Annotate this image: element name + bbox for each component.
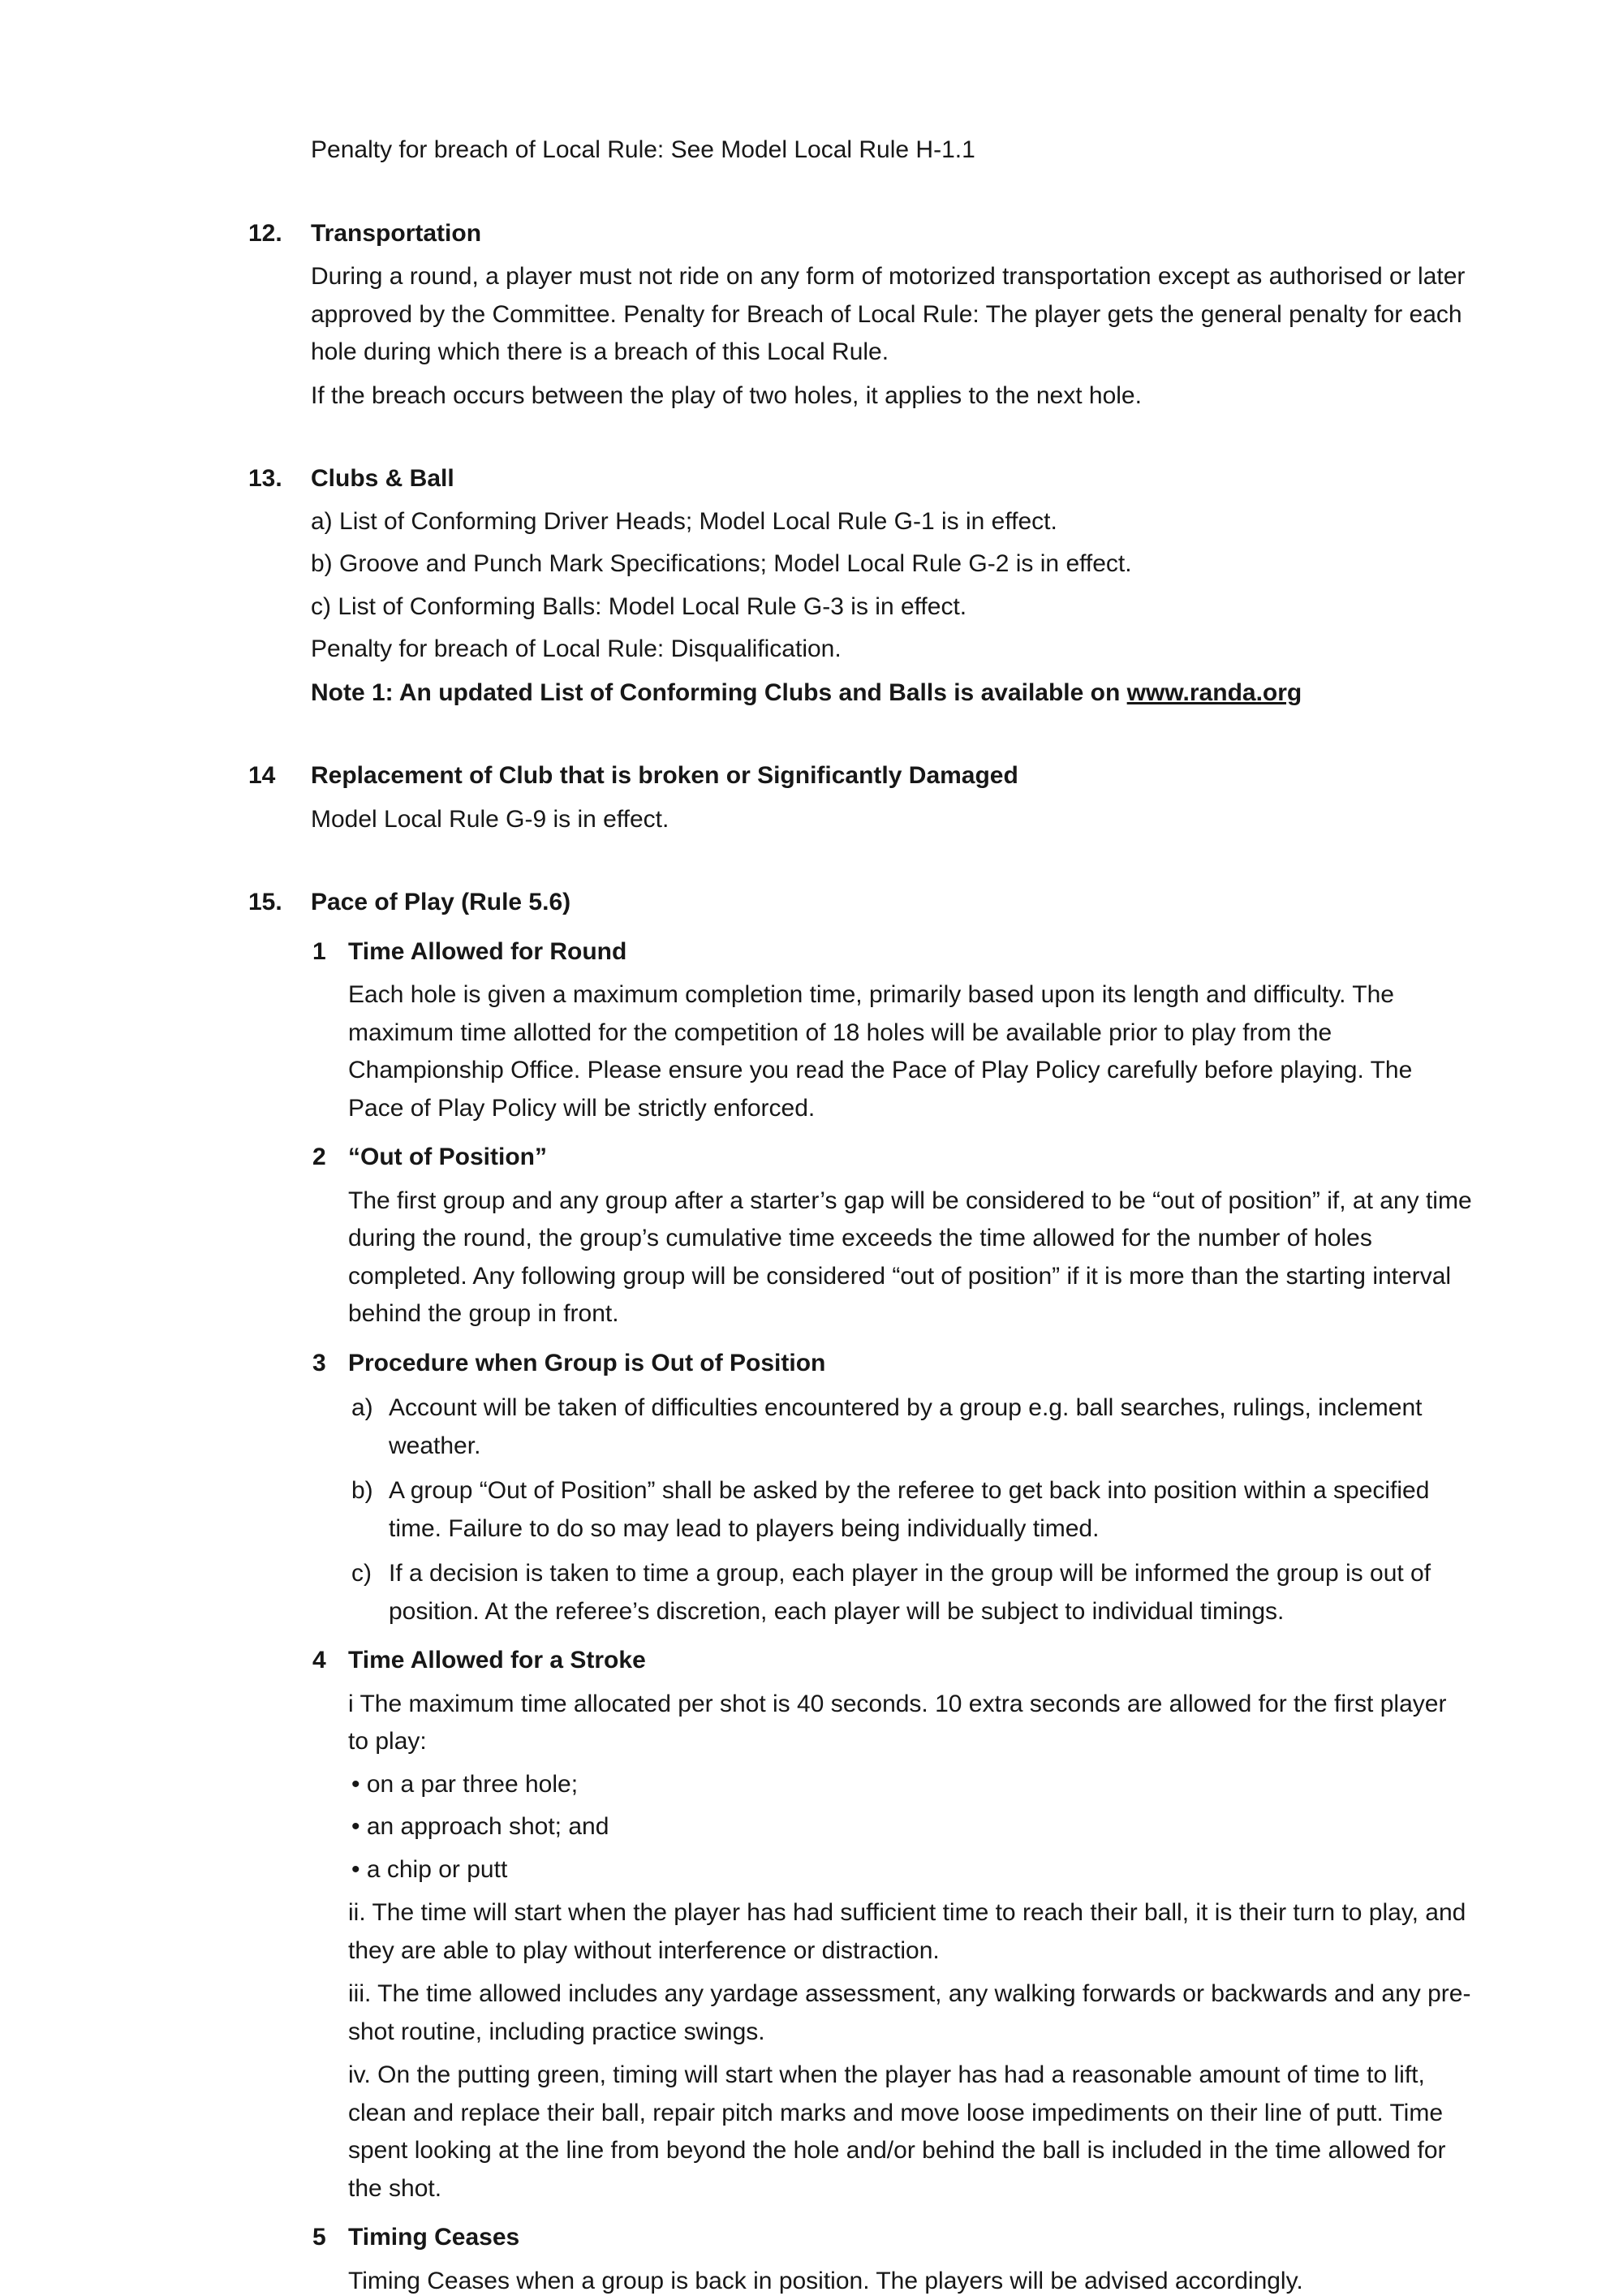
section-number: 15.: [248, 889, 282, 915]
note-line: [311, 674, 1472, 713]
note-text: Note 1: An updated List of Conforming Clubs and Balls is available on: [311, 678, 1127, 706]
section-number: 12.: [248, 219, 282, 247]
paragraph: Model Local Rule G-9 is in effect.: [311, 805, 669, 833]
paragraph: The first group and any group after a starter’s gap will be considered to be “out of position” if, at any time during the round, the group’s cumulative time exceeds the time allowed for the number of holes completed. Any following group will be considered “out of position” if it is more than the starting interval behind the group in front.: [348, 1187, 1472, 1327]
list-item: a) List of Conforming Driver Heads; Model Local Rule G-1 is in effect.: [311, 507, 1057, 535]
lettered-item-text: A group “Out of Position” shall be asked by the referee to get back into position within a specified time. Failure to do so may lead to players being individually timed.: [389, 1477, 1430, 1542]
lettered-item: [348, 1472, 1472, 1548]
subsection-number: 3: [312, 1349, 326, 1376]
subsection-number: 4: [312, 1647, 326, 1674]
subsection-timing-ceases: [311, 2219, 1472, 2296]
randa-link[interactable]: www.randa.org: [1126, 678, 1302, 706]
paragraph: iv. On the putting green, timing will start when the player has had a reasonable amount of time to lift, clean and replace their ball, repair pitch marks and move loose impediments on their line of putt. Time spent looking at the line from beyond the hole and/or behind the ball is included in the time allowed for the shot.: [348, 2061, 1446, 2202]
paragraph: During a round, a player must not ride on any form of motorized transportation except as authorised or later approved by the Committee. Penalty for Breach of Local Rule: The player gets the general penalty for each hole during which there is a breach of this Local Rule.: [311, 263, 1466, 365]
section-transportation: [248, 215, 1472, 416]
subsection-number: 1: [312, 937, 326, 965]
paragraph: i The maximum time allocated per shot is 40 seconds. 10 extra seconds are allowed for the first player to play:: [348, 1690, 1447, 1755]
paragraph: ii. The time will start when the player has had sufficient time to reach their ball, it is their turn to play, and they are able to play without interference or distraction.: [348, 1899, 1466, 1964]
lettered-item-label: c): [351, 1560, 372, 1587]
subsection-number: 2: [312, 1144, 326, 1170]
section-number: 14: [248, 762, 276, 789]
paragraph: Timing Ceases when a group is back in position. The players will be advised accordingly.: [348, 2267, 1303, 2294]
subsection-title: Time Allowed for Round: [348, 937, 627, 965]
subsection-title: Timing Ceases: [348, 2224, 520, 2251]
subsection-number: 5: [312, 2224, 326, 2251]
paragraph: Each hole is given a maximum completion time, primarily based upon its length and difficulty. The maximum time allotted for the competition of 18 holes will be available prior to play from the Championship Office. Please ensure you read the Pace of Play Policy carefully before playing. The Pace of Play Policy will be strictly enforced.: [348, 981, 1413, 1122]
subsection-title: Time Allowed for a Stroke: [348, 1647, 646, 1674]
section-clubs-and-ball: [248, 460, 1472, 712]
section-title: Clubs & Ball: [311, 465, 454, 492]
lettered-item-label: b): [351, 1477, 373, 1504]
section-title: Transportation: [311, 219, 482, 247]
list-item: c) List of Conforming Balls: Model Local Rule G-3 is in effect.: [311, 592, 967, 620]
section-title: Replacement of Club that is broken or Significantly Damaged: [311, 762, 1018, 789]
bullet-item: • on a par three hole;: [351, 1770, 579, 1798]
bullet-item: • a chip or putt: [351, 1855, 508, 1883]
lettered-item: [348, 1389, 1472, 1465]
section-title: Pace of Play (Rule 5.6): [311, 889, 571, 915]
subsection-time-allowed-for-stroke: [311, 1642, 1472, 2208]
paragraph: If the breach occurs between the play of two holes, it applies to the next hole.: [311, 381, 1142, 409]
bullet-item: • an approach shot; and: [351, 1813, 609, 1840]
section-pace-of-play: [248, 884, 1472, 2296]
section-number: 13.: [248, 465, 282, 492]
subsection-procedure-out-of-position: [311, 1345, 1472, 1631]
subsection-title: “Out of Position”: [348, 1144, 547, 1170]
subsection-title: Procedure when Group is Out of Position: [348, 1349, 826, 1376]
paragraph: iii. The time allowed includes any yardage assessment, any walking forwards or backwards and any pre-shot routine, including practice swings.: [348, 1980, 1471, 2045]
section-club-replacement: [248, 757, 1472, 838]
intro-line: Penalty for breach of Local Rule: See Model Local Rule H-1.1: [311, 136, 975, 163]
list-item: b) Groove and Punch Mark Specifications; Model Local Rule G-2 is in effect.: [311, 550, 1132, 577]
subsection-out-of-position: [311, 1139, 1472, 1333]
lettered-item-text: If a decision is taken to time a group, each player in the group will be informed the group is out of position. At the referee’s discretion, each player will be subject to individual timings.: [389, 1560, 1431, 1625]
lettered-item-label: a): [351, 1394, 373, 1421]
subsection-time-allowed-for-round: [311, 933, 1472, 1128]
lettered-item: [348, 1555, 1472, 1630]
lettered-item-text: Account will be taken of difficulties encountered by a group e.g. ball searches, rulings, inclement weather.: [389, 1394, 1423, 1459]
penalty-line: Penalty for breach of Local Rule: Disqualification.: [311, 635, 842, 662]
